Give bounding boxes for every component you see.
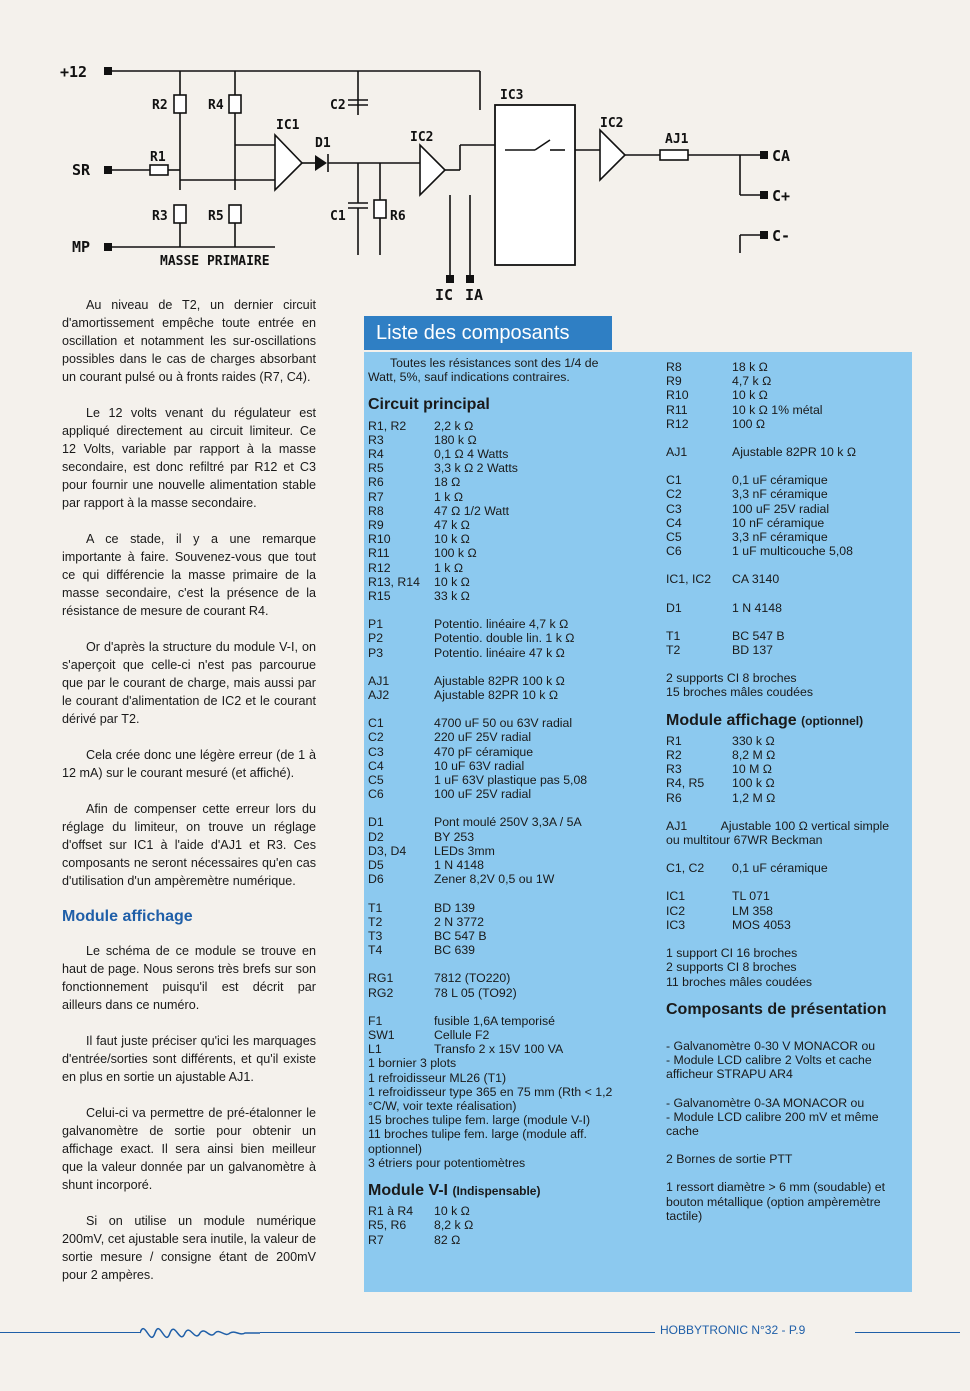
part-row	[666, 473, 906, 487]
heading-module-vi	[368, 1181, 638, 1199]
group-extra	[368, 1056, 638, 1170]
part-row	[666, 601, 906, 615]
group-vi-extra	[666, 671, 906, 699]
footer-page-ref: HOBBYTRONIC N°32 - P.9	[660, 1323, 806, 1337]
part-ref: R1, R2	[368, 418, 407, 433]
part-ref: C6	[666, 544, 682, 559]
part-ref: C3	[368, 744, 384, 759]
part-row	[368, 943, 638, 957]
part-ref: SW1	[368, 1027, 395, 1042]
part-row	[666, 544, 906, 558]
group-capacitors	[368, 716, 638, 801]
part-ref: D5	[368, 858, 384, 873]
group-vi-trans	[666, 629, 906, 657]
part-ref: R12	[368, 560, 391, 575]
ground-label: MASSE PRIMAIRE	[160, 254, 270, 269]
part-row	[368, 1233, 638, 1247]
part-value: 220 uF 25V radial	[434, 730, 532, 745]
part-row	[368, 419, 638, 433]
part-row	[368, 589, 638, 603]
footer-rule-mid	[260, 1332, 655, 1333]
part-row	[368, 504, 638, 518]
part-row	[666, 762, 906, 776]
part-row	[368, 575, 638, 589]
part-line: 1 refroidisseur type 365 en 75 mm (Rth < 1,2 °C/W, voir texte réalisation)	[368, 1084, 613, 1113]
terminal-ca: CA	[772, 147, 791, 165]
part-row	[368, 688, 638, 702]
label-r3: R3	[152, 209, 168, 224]
part-ref: R13, R14	[368, 574, 420, 589]
footer-rule-right	[855, 1332, 960, 1333]
footer-rule-left	[0, 1332, 140, 1333]
part-ref: R15	[368, 589, 391, 604]
part-row	[666, 643, 906, 657]
part-ref: C4	[666, 515, 682, 530]
label-aj1: AJ1	[665, 132, 689, 147]
label-r4: R4	[208, 98, 224, 113]
part-ref: RG2	[368, 985, 394, 1000]
part-ref: R7	[368, 1232, 384, 1247]
part-value: BC 639	[434, 943, 476, 958]
part-row	[368, 447, 638, 461]
part-ref: C2	[368, 730, 384, 745]
part-ref: D1	[666, 600, 682, 615]
part-line: 1 support CI 16 broches	[666, 946, 798, 961]
part-ref: T1	[368, 900, 383, 915]
group-pres-1	[666, 1039, 906, 1082]
group-misc	[368, 1014, 638, 1057]
article-text	[62, 296, 316, 1302]
part-row	[666, 417, 906, 431]
part-row	[368, 617, 638, 631]
part-line: 3 étriers pour potentiomètres	[368, 1155, 526, 1170]
schematic-wires	[104, 67, 768, 283]
part-value: 10 uF 63V radial	[434, 758, 525, 773]
paragraph: Afin de compenser cette erreur lors du réglage du limiteur, on trouve un réglage d'offset sur IC1 à l'aide d'AJ1 et R3. Ces composants ne seront nécessaires qu'en cas d'utilisation d'un ampèremètre numérique.	[62, 802, 316, 888]
parts-list-panel	[364, 352, 912, 1292]
part-row	[666, 388, 906, 402]
part-value: 3,3 nF céramique	[732, 487, 828, 502]
part-row	[368, 759, 638, 773]
group-pres-2	[666, 1096, 906, 1139]
part-ref: R12	[666, 416, 689, 431]
part-ref: R4, R5	[666, 776, 705, 791]
part-value: 0,1 Ω 4 Watts	[434, 447, 509, 462]
part-row	[368, 532, 638, 546]
part-row	[368, 631, 638, 645]
part-line: 15 broches tulipe fem. large (module V-I)	[368, 1113, 591, 1128]
part-value: 78 L 05 (TO92)	[434, 985, 517, 1000]
parts-list-title: Liste des composants	[364, 316, 612, 350]
heading-circuit-principal: Circuit principal	[368, 396, 490, 414]
part-row	[368, 858, 638, 872]
part-ref: C3	[666, 501, 682, 516]
part-value: 33 k Ω	[434, 589, 470, 604]
terminal-ic: IC	[435, 286, 454, 304]
paragraph: Si on utilise un module numérique 200mV, cet ajustable sera inutile, la valeur de sortie mesure / consigne étant de 200mV pour 2 ampères.	[62, 1214, 316, 1282]
parts-column-right	[666, 360, 906, 1237]
group-pres-4: 1 ressort diamètre > 6 mm (soudable) et bouton métallique (option ampèremètre tactile)	[666, 1180, 886, 1223]
part-ref: R10	[368, 532, 391, 547]
part-ref: C2	[666, 487, 682, 502]
label-d1: D1	[315, 136, 331, 151]
group-pots	[368, 617, 638, 660]
part-value: Zener 8,2V 0,5 ou 1W	[434, 872, 555, 887]
group-vi-aj	[666, 445, 906, 459]
part-row	[368, 546, 638, 560]
group-aff-resistors	[666, 734, 906, 805]
part-ref: R1 à R4	[368, 1204, 414, 1219]
part-value: 10 k Ω	[434, 1204, 470, 1219]
part-ref: R3	[666, 762, 682, 777]
part-row	[368, 674, 638, 688]
part-ref: D1	[368, 815, 384, 830]
group-aff-aj: AJ1 Ajustable 100 Ω vertical simple ou multitour 67WR Beckman	[666, 818, 893, 848]
terminal-sr: SR	[72, 161, 91, 179]
part-row	[666, 374, 906, 388]
label-ic2b: IC2	[600, 116, 624, 131]
part-ref: R8	[368, 503, 384, 518]
part-row	[368, 1218, 638, 1232]
part-value: 1 uF 63V plastique pas 5,08	[434, 773, 588, 788]
label-ic3: IC3	[500, 88, 524, 103]
part-ref: RG1	[368, 971, 394, 986]
part-row	[368, 773, 638, 787]
part-value: 100 k Ω	[732, 776, 775, 791]
group-transistors	[368, 901, 638, 958]
part-row	[368, 433, 638, 447]
part-ref: C1, C2	[666, 861, 705, 876]
part-ref: R8	[666, 360, 682, 374]
label-r5: R5	[208, 209, 224, 224]
part-ref: IC3	[666, 917, 686, 932]
heading-module-affichage	[666, 711, 906, 729]
terminal-cplus: C+	[772, 187, 791, 205]
part-line: - Galvanomètre 0-30 V MONACOR ou	[666, 1038, 876, 1053]
part-row	[666, 861, 906, 875]
part-row	[368, 844, 638, 858]
part-ref: R9	[368, 518, 384, 533]
part-row	[666, 734, 906, 748]
paragraph: Or d'après la structure du module V-I, on s'aperçoit que celle-ci n'est pas parcourue que par le courant de charge, mais aussi par le courant d'alimentation de IC2 et le courant dérivé par T2.	[62, 640, 316, 726]
part-row	[666, 791, 906, 805]
group-vi-ic	[666, 572, 906, 586]
part-value: TL 071	[732, 889, 770, 904]
part-row	[368, 1028, 638, 1042]
part-value: 18 Ω	[434, 475, 461, 490]
part-row	[368, 518, 638, 532]
part-value: Potentio. linéaire 4,7 k Ω	[434, 617, 569, 632]
part-ref: R3	[368, 432, 384, 447]
label-r6: R6	[390, 209, 406, 224]
part-value: 10 k Ω 1% métal	[732, 402, 823, 417]
part-ref: R6	[368, 475, 384, 490]
part-ref: AJ1	[666, 445, 688, 460]
part-ref: R7	[368, 489, 384, 504]
part-line: - Module LCD calibre 200 mV et même cache	[666, 1109, 879, 1138]
group-vi-resistors2	[666, 360, 906, 431]
part-ref: IC2	[666, 903, 686, 918]
page-footer	[0, 1318, 970, 1348]
part-row	[368, 815, 638, 829]
heading-composants-presentation: Composants de présentation	[666, 1000, 887, 1018]
group-resistors	[368, 419, 638, 604]
part-value: 47 Ω 1/2 Watt	[434, 503, 510, 518]
heading-note: (Indispensable)	[452, 1183, 541, 1198]
part-row	[368, 915, 638, 929]
part-value: 100 uF 25V radial	[434, 787, 532, 802]
circuit-schematic	[40, 55, 920, 305]
part-ref: P3	[368, 645, 384, 660]
part-value: 1 N 4148	[434, 858, 484, 873]
part-ref: T2	[666, 643, 681, 658]
part-value: 330 k Ω	[732, 733, 775, 748]
part-row	[368, 1042, 638, 1056]
terminal-mp: MP	[72, 238, 91, 256]
part-ref: F1	[368, 1013, 383, 1028]
part-line: 1 bornier 3 plots	[368, 1056, 457, 1071]
part-row	[666, 918, 906, 932]
part-row	[368, 929, 638, 943]
part-value: BY 253	[434, 829, 475, 844]
part-value: 7812 (TO220)	[434, 971, 511, 986]
part-row	[368, 490, 638, 504]
part-value: BD 137	[732, 643, 774, 658]
part-row	[666, 904, 906, 918]
part-ref: R11	[368, 546, 390, 561]
part-value: 1,2 M Ω	[732, 790, 776, 805]
part-line: 1 refroidisseur ML26 (T1)	[368, 1070, 507, 1085]
part-ref: D6	[368, 872, 384, 887]
part-row	[368, 646, 638, 660]
part-value: Pont moulé 250V 3,3A / 5A	[434, 815, 582, 830]
group-aff-extra	[666, 946, 906, 989]
part-row	[666, 502, 906, 516]
part-line: 15 broches mâles coudées	[666, 685, 813, 700]
part-ref: T3	[368, 928, 383, 943]
part-row	[368, 901, 638, 915]
parts-intro: Toutes les résistances sont des 1/4 de Watt, 5%, sauf indications contraires.	[368, 356, 599, 385]
part-row	[368, 1014, 638, 1028]
part-value: MOS 4053	[732, 917, 791, 932]
part-value: Ajustable 82PR 10 k Ω	[732, 445, 857, 460]
part-value: BD 139	[434, 900, 476, 915]
part-value: CA 3140	[732, 572, 780, 587]
part-value: 470 pF céramique	[434, 744, 534, 759]
part-line: 2 supports CI 8 broches	[666, 960, 797, 975]
part-value: Transfo 2 x 15V 100 VA	[434, 1042, 564, 1057]
part-value: LEDs 3mm	[434, 843, 495, 858]
part-row	[666, 487, 906, 501]
part-value: 8,2 M Ω	[732, 748, 776, 763]
part-ref: AJ1	[368, 673, 390, 688]
group-aff-caps	[666, 861, 906, 875]
part-ref: D3, D4	[368, 843, 407, 858]
part-ref: D2	[368, 829, 384, 844]
label-c2: C2	[330, 98, 346, 113]
paragraph: Celui-ci va permettre de pré-étalonner le galvanomètre de sortie pour obtenir un affichage exact. Il sera ainsi bien meilleur que la valeur donnée par un galvanomètre à shunt incorporé.	[62, 1106, 316, 1192]
paragraph: Cela crée donc une légère erreur (de 1 à 12 mA) sur le courant mesuré (et affiché).	[62, 748, 316, 780]
part-value: 1 N 4148	[732, 600, 782, 615]
label-c1: C1	[330, 209, 346, 224]
terminal-plus12: +12	[60, 63, 88, 81]
part-row	[368, 561, 638, 575]
part-value: 1 uF multicouche 5,08	[732, 544, 853, 559]
heading-text: Module V-I	[368, 1181, 448, 1199]
part-ref: P2	[368, 631, 384, 646]
part-ref: P1	[368, 617, 384, 632]
part-row	[666, 629, 906, 643]
part-value: Ajustable 82PR 10 k Ω	[434, 688, 559, 703]
part-value: 47 k Ω	[434, 518, 470, 533]
section-heading-module-affichage: Module affichage	[62, 908, 193, 925]
part-ref: T2	[368, 914, 383, 929]
part-ref: AJ2	[368, 688, 390, 703]
parts-column-left	[368, 352, 638, 1261]
part-row	[666, 572, 906, 586]
part-row	[666, 748, 906, 762]
part-value: BC 547 B	[732, 628, 785, 643]
part-ref: R5, R6	[368, 1218, 407, 1233]
paragraph: Au niveau de T2, un dernier circuit d'amortissement empêche toute entrée en oscillation et notamment les sur-oscillations possibles dans le cas de charges absorbant un courant pulsé ou à fronts raides (R7, C4).	[62, 298, 316, 384]
part-row	[666, 360, 906, 374]
part-line: 2 supports CI 8 broches	[666, 671, 797, 686]
part-value: 0,1 uF céramique	[732, 861, 828, 876]
part-ref: R10	[666, 388, 689, 403]
part-value: 100 Ω	[732, 416, 766, 431]
part-ref: R5	[368, 461, 384, 476]
part-row	[368, 1204, 638, 1218]
part-ref: IC1, IC2	[666, 572, 712, 587]
group-vi-resistors	[368, 1204, 638, 1247]
part-line: 11 broches tulipe fem. large (module aff. optionnel)	[368, 1127, 587, 1156]
part-value: 10 k Ω	[434, 574, 470, 589]
part-ref: C1	[368, 716, 384, 731]
group-pres-3: 2 Bornes de sortie PTT	[666, 1152, 793, 1167]
part-value: 82 Ω	[434, 1232, 461, 1247]
part-ref: R11	[666, 402, 688, 417]
part-value: 3,3 nF céramique	[732, 530, 828, 545]
group-aff-ic	[666, 889, 906, 932]
part-value: 180 k Ω	[434, 432, 477, 447]
part-ref: R4	[368, 447, 384, 462]
paragraph: Le schéma de ce module se trouve en haut de page. Nous serons très brefs sur son fonctionnement puisqu'il est décrit par ailleurs dans ce numéro.	[62, 944, 316, 1012]
heading-note: (optionnel)	[801, 713, 864, 728]
group-vi-caps	[666, 473, 906, 558]
part-ref: T1	[666, 628, 681, 643]
part-ref: C6	[368, 787, 384, 802]
part-line: 11 broches mâles coudées	[666, 974, 813, 989]
part-value: 10 M Ω	[732, 762, 772, 777]
group-vi-diode	[666, 601, 906, 615]
part-ref: R1	[666, 733, 682, 748]
part-ref: C1	[666, 473, 682, 488]
part-ref: R6	[666, 790, 682, 805]
paragraph: Le 12 volts venant du régulateur est appliqué directement au circuit limiteur. Ce 12 Volts, variable par rapport à la masse secondaire, est donc refiltré par R12 et C3 pour fournir une nouvelle alimentation stable par rapport à la masse secondaire.	[62, 406, 316, 510]
label-r2: R2	[152, 98, 168, 113]
part-value: Potentio. double lin. 1 k Ω	[434, 631, 575, 646]
part-row	[666, 530, 906, 544]
group-diodes	[368, 815, 638, 886]
part-ref: R2	[666, 748, 682, 763]
part-row	[368, 475, 638, 489]
part-ref: T4	[368, 943, 383, 958]
part-row	[368, 787, 638, 801]
part-row	[368, 716, 638, 730]
part-value: 0,1 uF céramique	[732, 473, 828, 488]
part-row	[666, 776, 906, 790]
part-value: BC 547 B	[434, 928, 487, 943]
part-row	[368, 730, 638, 744]
part-value: 4700 uF 50 ou 63V radial	[434, 716, 573, 731]
part-ref: C4	[368, 758, 384, 773]
part-value: 18 k Ω	[732, 360, 768, 374]
part-row	[368, 830, 638, 844]
part-row	[368, 986, 638, 1000]
part-ref: L1	[368, 1042, 382, 1057]
part-value: 8,2 k Ω	[434, 1218, 474, 1233]
label-ic1: IC1	[276, 118, 300, 133]
part-line: - Galvanomètre 0-3A MONACOR ou	[666, 1095, 865, 1110]
part-ref: R9	[666, 374, 682, 389]
part-row	[666, 889, 906, 903]
part-row	[666, 516, 906, 530]
part-value: Potentio. linéaire 47 k Ω	[434, 645, 565, 660]
part-value: 100 k Ω	[434, 546, 477, 561]
part-row	[368, 745, 638, 759]
part-value: Cellule F2	[434, 1027, 490, 1042]
group-ajustables	[368, 674, 638, 702]
part-row	[368, 971, 638, 985]
paragraph: A ce stade, il y a une remarque importante à faire. Souvenez-vous que tout ce qui différencie la masse primaire de la masse secondaire, c'est la présence de la résistance de mesure de courant R4.	[62, 532, 316, 618]
part-value: 2 N 3772	[434, 914, 484, 929]
part-value: fusible 1,6A temporisé	[434, 1013, 555, 1028]
part-value: 2,2 k Ω	[434, 418, 474, 433]
waveform-icon	[140, 1318, 260, 1348]
part-value: Ajustable 82PR 100 k Ω	[434, 673, 565, 688]
part-value: 100 uF 25V radial	[732, 501, 830, 516]
part-value: 10 k Ω	[732, 388, 768, 403]
group-regulators	[368, 971, 638, 999]
part-row	[368, 461, 638, 475]
part-ref: C5	[368, 773, 384, 788]
part-row	[666, 403, 906, 417]
part-ref: IC1	[666, 889, 686, 904]
label-ic2a: IC2	[410, 130, 434, 145]
part-row	[666, 445, 906, 459]
part-row	[368, 872, 638, 886]
part-line: - Module LCD calibre 2 Volts et cache afficheur STRAPU AR4	[666, 1053, 872, 1082]
part-value: 1 k Ω	[434, 489, 464, 504]
paragraph: Il faut juste préciser qu'ici les marquages d'entrée/sorties sont différents, et qu'il existe en plus en sortie un ajustable AJ1.	[62, 1034, 316, 1084]
part-value: 4,7 k Ω	[732, 374, 772, 389]
part-value: 1 k Ω	[434, 560, 464, 575]
part-value: 10 k Ω	[434, 532, 470, 547]
terminal-ia: IA	[465, 286, 484, 304]
part-value: 3,3 k Ω 2 Watts	[434, 461, 518, 476]
label-r1: R1	[150, 150, 166, 165]
part-value: 10 nF céramique	[732, 515, 825, 530]
part-value: LM 358	[732, 903, 774, 918]
part-ref: C5	[666, 530, 682, 545]
terminal-cminus: C-	[772, 227, 791, 245]
heading-text: Module affichage	[666, 711, 797, 729]
